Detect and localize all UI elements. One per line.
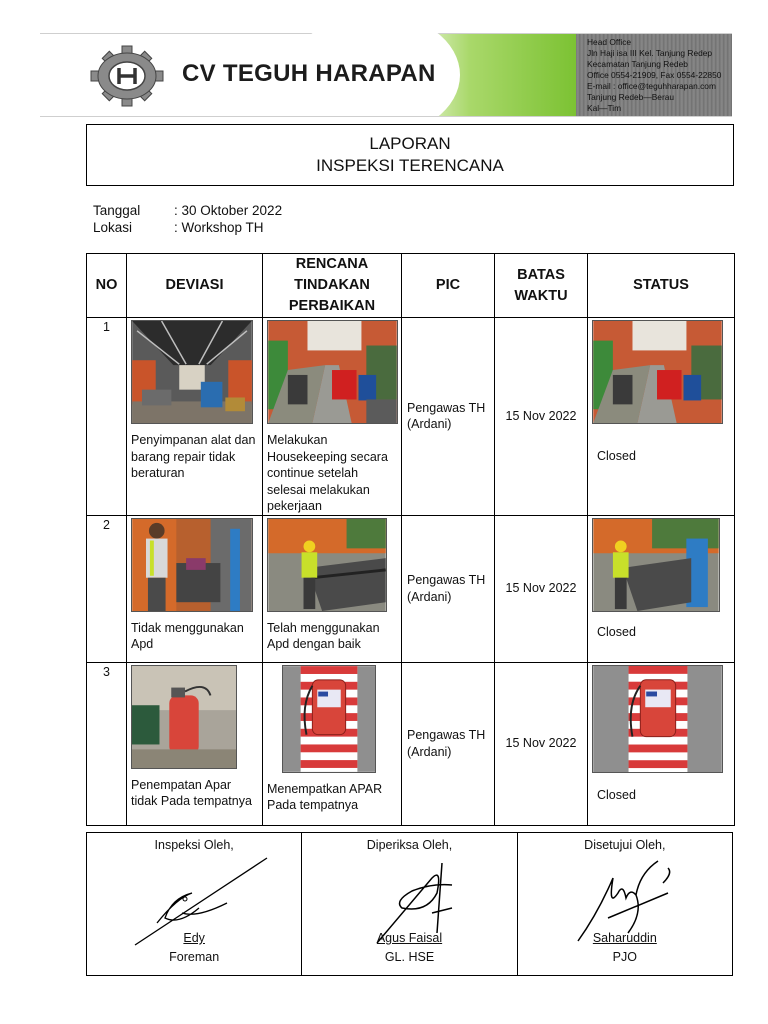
tindakan-text: Melakukan Housekeeping secara continue setelah selesai melakukan pekerjaan [267,433,388,513]
date-label: Tanggal [93,203,141,218]
report-title: LAPORAN [369,134,451,153]
signatory-role: PJO [612,950,637,964]
office-line: Tanjung Redeb—Berau [587,92,675,102]
signatory-name: Saharuddin [592,931,657,945]
tindakan-cell [263,318,402,516]
report-meta [93,202,282,236]
pic-name: Pengawas TH [407,573,486,587]
batas-waktu-value: 15 Nov 2022 [505,409,577,423]
gear-logo-icon [88,45,166,107]
head-office-info [576,34,732,116]
extinguisher-mounted-photo [282,665,376,773]
signatory-name: Edy [183,931,205,945]
batas-waktu-value: 15 Nov 2022 [505,581,577,596]
signature-approver [517,833,732,976]
header-pic: PIC [402,254,495,318]
batas-waktu-cell [495,515,588,662]
header-deviasi: DEVIASI [127,254,263,318]
status-workshop-photo [592,320,723,424]
extinguisher-floor-photo [131,665,237,769]
deviasi-cell [127,515,263,662]
letterhead [40,33,732,118]
header-batas-line: BATAS [517,266,565,283]
signatory-name: Agus Faisal [376,931,443,945]
header-rencana-line: TINDAKAN [294,277,370,293]
table-row [87,515,735,662]
workshop-messy-photo [131,320,253,424]
office-line: Office 0554-21909, Fax 0554-22850 [587,70,722,80]
deviasi-text: Penyimpanan alat dan barang repair tidak beraturan [131,433,256,480]
office-line: Head Office [587,37,632,47]
batas-waktu-cell [495,662,588,825]
header-rencana-line: RENCANA [295,256,369,272]
header-batas-line: WAKTU [514,287,568,304]
batas-waktu-cell [495,318,588,516]
table-row [87,662,735,825]
pic-person: (Ardani) [407,744,452,759]
workshop-clean-photo [267,320,398,424]
status-cell [588,662,735,825]
status-worker-photo [592,518,720,612]
location-label: Lokasi [93,220,133,235]
status-text: Closed [597,787,636,802]
status-cell [588,515,735,662]
status-text: Closed [597,624,636,639]
table-row [87,318,735,516]
pic-person: (Ardani) [407,417,452,432]
header-batas-waktu [495,254,588,318]
deviasi-cell [127,318,263,516]
office-line: E-mail : office@teguhharapan.com [587,81,716,91]
deviasi-text: Penempatan Apar tidak Pada tempatnya [131,777,252,808]
row-number: 1 [87,318,127,516]
pic-name: Pengawas TH [407,728,486,742]
report-title-box [86,124,734,186]
company-name: CV TEGUH HARAPAN [182,60,436,87]
worker-with-ppe-photo [267,518,387,612]
signature-checker [302,833,517,976]
pic-cell [402,662,495,825]
table-header-row [87,254,735,318]
header-status: STATUS [588,254,735,318]
pic-cell [402,515,495,662]
signature-inspector [87,833,302,976]
signatory-role: Foreman [169,950,220,964]
tindakan-cell [263,515,402,662]
deviasi-text: Tidak menggunakan Apd [131,620,244,651]
worker-no-ppe-photo [131,518,253,612]
pic-name: Pengawas TH [407,400,486,415]
header-rencana [263,254,402,318]
row-number: 2 [87,515,127,662]
header-rencana-line: PERBAIKAN [288,298,376,314]
signature-heading: Disetujui Oleh, [584,838,666,852]
header-no: NO [87,254,127,318]
location-value: : Workshop TH [174,220,264,235]
tindakan-text: Menempatkan APAR Pada tempatnya [267,781,383,812]
status-text: Closed [597,449,636,463]
tindakan-text: Telah menggunakan Apd dengan baik [267,620,380,651]
batas-waktu-value: 15 Nov 2022 [505,736,577,751]
signature-heading: Diperiksa Oleh, [366,838,453,852]
signatory-role: GL. HSE [384,950,435,964]
status-extinguisher-photo [592,665,723,773]
row-number: 3 [87,662,127,825]
deviasi-cell [127,662,263,825]
inspection-table [86,253,735,826]
signature-table [86,832,733,976]
header-divider-bottom [40,116,732,117]
pic-person: (Ardani) [407,589,452,604]
office-line: Kecamatan Tanjung Redeb [587,59,688,69]
status-cell [588,318,735,516]
office-line: Jln Haji isa III Kel. Tanjung Redep [587,48,713,58]
pic-cell [402,318,495,516]
date-value: : 30 Oktober 2022 [174,203,283,218]
tindakan-cell [263,662,402,825]
office-line: Kal—Tim [587,103,622,113]
report-subtitle: INSPEKSI TERENCANA [316,156,504,175]
signature-heading: Inspeksi Oleh, [154,838,234,852]
